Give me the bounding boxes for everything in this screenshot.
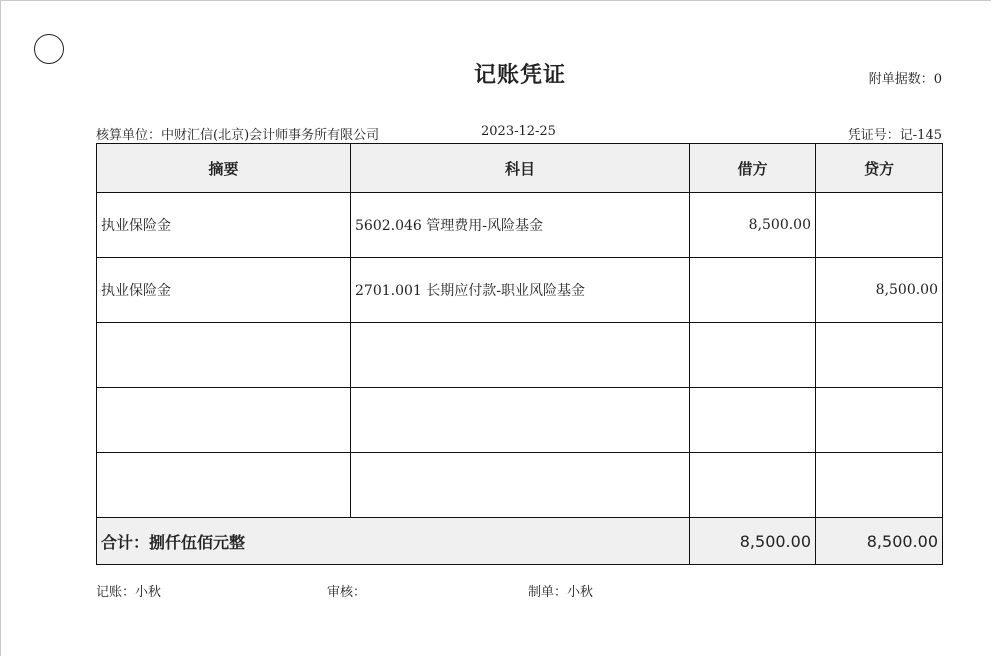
total-row	[97, 518, 943, 565]
summary-cell	[97, 388, 351, 453]
column-header-debit: 借方	[690, 144, 816, 193]
table-row	[97, 193, 943, 258]
account-cell	[351, 453, 690, 518]
table-row	[97, 453, 943, 518]
account-cell	[351, 323, 690, 388]
debit-cell	[690, 453, 816, 518]
credit-cell	[816, 453, 943, 518]
voucher-date: 2023-12-25	[481, 124, 556, 139]
debit-cell	[690, 258, 816, 323]
voucher-table	[96, 143, 943, 565]
signature-footer	[96, 581, 696, 599]
summary-cell	[97, 323, 351, 388]
column-header-credit: 贷方	[816, 144, 943, 193]
summary-cell: 执业保险金	[97, 193, 351, 258]
total-credit: 8,500.00	[816, 518, 943, 565]
credit-cell	[816, 323, 943, 388]
total-amount-in-words: 合计：捌仟伍佰元整	[97, 518, 690, 565]
table-row	[97, 388, 943, 453]
account-cell: 2701.001 长期应付款-职业风险基金	[351, 258, 690, 323]
table-header-row	[97, 144, 943, 193]
debit-cell: 8,500.00	[690, 193, 816, 258]
debit-cell	[690, 323, 816, 388]
table-row	[97, 258, 943, 323]
bookkeeper-signature: 记账：小秋	[96, 585, 162, 600]
voucher-header	[96, 124, 942, 142]
table-row	[97, 323, 943, 388]
debit-cell	[690, 388, 816, 453]
reviewer-signature: 审核：	[327, 585, 367, 600]
credit-cell	[816, 388, 943, 453]
total-debit: 8,500.00	[690, 518, 816, 565]
column-header-summary: 摘要	[97, 144, 351, 193]
summary-cell: 执业保险金	[97, 258, 351, 323]
accounting-unit: 核算单位：中财汇信(北京)会计师事务所有限公司	[96, 128, 380, 143]
column-header-account: 科目	[351, 144, 690, 193]
summary-cell	[97, 453, 351, 518]
voucher-number: 凭证号：记-145	[847, 128, 942, 143]
credit-cell	[816, 193, 943, 258]
account-cell: 5602.046 管理费用-风险基金	[351, 193, 690, 258]
attachments-count: 附单据数：0	[868, 72, 942, 87]
preparer-signature: 制单：小秋	[528, 585, 594, 600]
account-cell	[351, 388, 690, 453]
voucher-title: 记账凭证	[473, 63, 566, 88]
credit-cell: 8,500.00	[816, 258, 943, 323]
